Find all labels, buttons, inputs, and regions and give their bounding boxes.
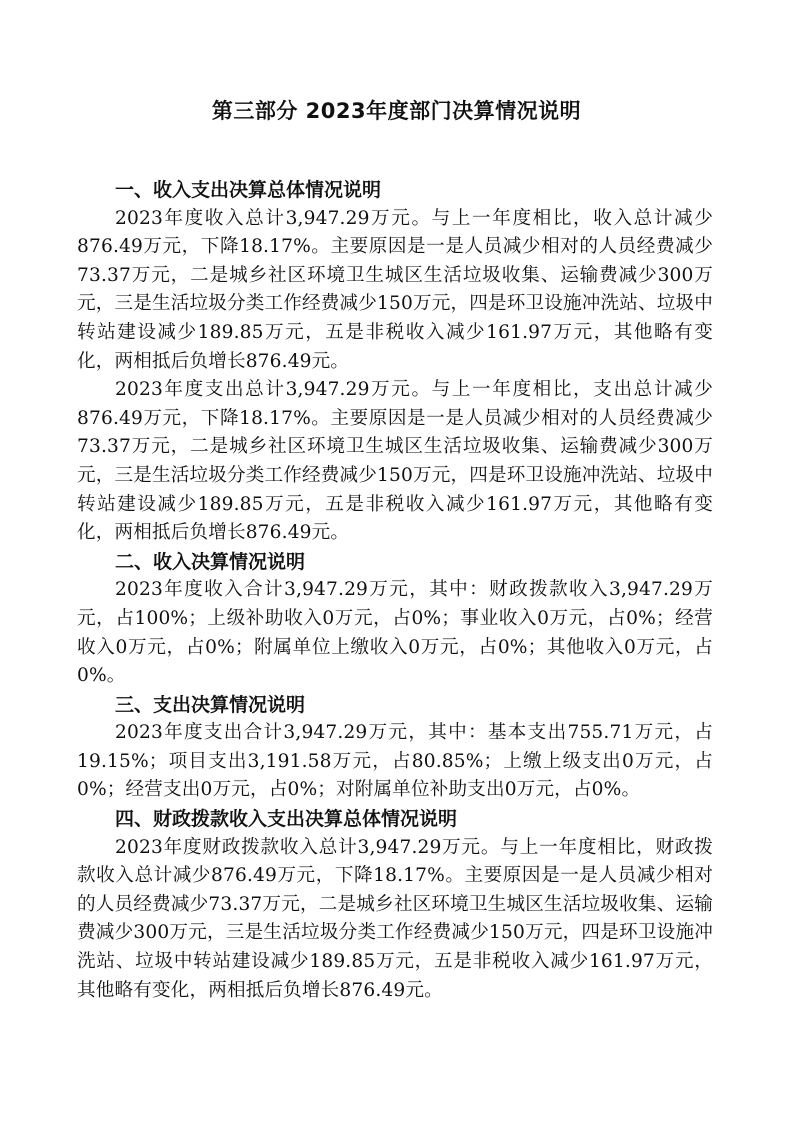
section-heading: 一、收入支出决算总体情况说明 xyxy=(115,179,382,201)
section-heading: 二、收入决算情况说明 xyxy=(115,550,306,573)
document-body xyxy=(77,176,713,1005)
section-fiscal-appropriation-overview xyxy=(77,805,713,1005)
paragraph-expenditure-breakdown: 2023年度支出合计3,947.29万元，其中：基本支出755.71万元，占19.15%；项目支出3,191.58万元，占80.85%；上缴上级支出0万元，占0%；经营支出0万元，占0%；对附属单位补助支出0万元，占0%。 xyxy=(77,722,713,801)
section-expenditure-details xyxy=(77,691,713,805)
paragraph-expenditure-total: 2023年度支出总计3,947.29万元。与上一年度相比，支出总计减少876.49万元，下降18.17%。主要原因是一是人员减少相对的人员经费减少73.37万元，二是城乡社区环境卫生城区生活垃圾收集、运输费减少300万元，三是生活垃圾分类工作经费减少150万元，四是环卫设施冲洗站、垃圾中转站建设减少189.85万元，五是非税收入减少161.97万元，其他略有变化，两相抵后负增长876.49元。 xyxy=(77,379,713,544)
section-income-expenditure-overview xyxy=(77,176,713,548)
paragraph-fiscal-appropriation: 2023年度财政拨款收入总计3,947.29万元。与上一年度相比，财政拨款收入总计减少876.49万元，下降18.17%。主要原因是一是人员减少相对的人员经费减少73.37万元，二是城乡社区环境卫生城区生活垃圾收集、运输费减少300万元，三是生活垃圾分类工作经费减少150万元，四是环卫设施冲洗站、垃圾中转站建设减少189.85万元，五是非税收入减少161.97万元，其他略有变化，两相抵后负增长876.49元。 xyxy=(77,836,713,1001)
document-title: 第三部分 2023年度部门决算情况说明 xyxy=(211,99,582,123)
section-income-details xyxy=(77,548,713,691)
paragraph-income-total: 2023年度收入总计3,947.29万元。与上一年度相比，收入总计减少876.49万元，下降18.17%。主要原因是一是人员减少相对的人员经费减少73.37万元，二是城乡社区环境卫生城区生活垃圾收集、运输费减少300万元，三是生活垃圾分类工作经费减少150万元，四是环卫设施冲洗站、垃圾中转站建设减少189.85万元，五是非税收入减少161.97万元，其他略有变化，两相抵后负增长876.49元。 xyxy=(77,207,713,372)
section-heading: 三、支出决算情况说明 xyxy=(115,693,306,716)
section-heading: 四、财政拨款收入支出决算总体情况说明 xyxy=(115,808,458,831)
paragraph-income-breakdown: 2023年度收入合计3,947.29万元，其中：财政拨款收入3,947.29万元，占100%；上级补助收入0万元，占0%；事业收入0万元，占0%；经营收入0万元，占0%；附属单位上缴收入0万元，占0%；其他收入0万元，占0%。 xyxy=(77,579,713,687)
